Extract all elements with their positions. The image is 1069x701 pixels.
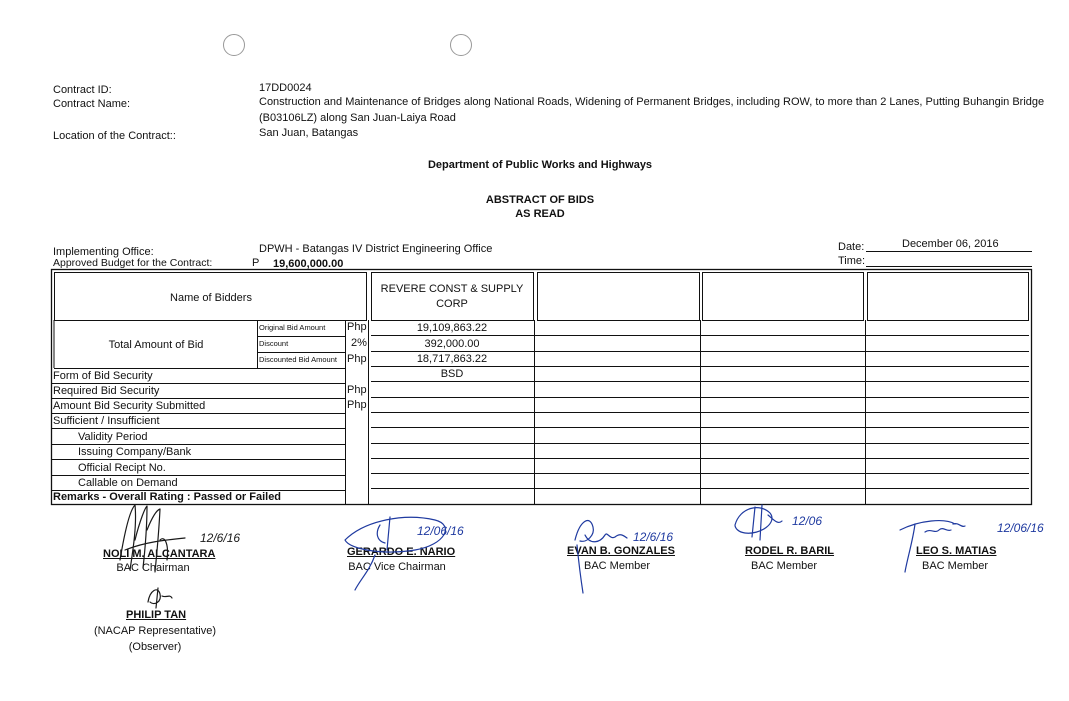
required-bid-security-label: Required Bid Security <box>53 385 160 397</box>
contract-id-label: Contract ID: <box>53 84 112 96</box>
contract-name-line2: (B03106LZ) along San Juan-Laiya Road <box>259 112 456 124</box>
bidder-name-line1: REVERE CONST & SUPPLY <box>380 283 524 295</box>
callable-on-demand-label: Callable on Demand <box>78 477 178 489</box>
contract-name-label: Contract Name: <box>53 98 131 110</box>
location-label: Location of the Contract:: <box>53 130 176 142</box>
time-label: Time: <box>838 255 866 267</box>
currency-discounted: Php <box>347 353 367 365</box>
location-value: San Juan, Batangas <box>259 127 359 139</box>
value-discount: 392,000.00 <box>424 338 480 350</box>
chair-signature <box>105 500 255 580</box>
abstract-title: ABSTRACT OF BIDS <box>485 194 595 206</box>
name-of-bidders-header: Name of Bidders <box>170 292 252 304</box>
chair-role: BAC Chairman <box>116 562 190 574</box>
member1-signature <box>565 505 685 595</box>
member3-signature-date: 12/06/16 <box>997 521 1044 535</box>
sub-discount-label: Discount <box>259 339 289 348</box>
chair-name: NOLI M. ALCANTARA <box>103 548 216 560</box>
vice-name: GERARDO E. NARIO <box>347 546 456 558</box>
member1-name: EVAN B. GONZALES <box>567 545 675 557</box>
required-bid-security-currency: Php <box>347 384 367 396</box>
contract-id-value: 17DD0024 <box>259 82 312 94</box>
member3-signature <box>895 500 1065 580</box>
sub-discounted-label: Discounted Bid Amount <box>259 355 337 364</box>
abc-label: Approved Budget for the Contract: <box>53 257 213 269</box>
member1-signature-date: 12/6/16 <box>633 530 674 544</box>
value-discounted-bid: 18,717,863.22 <box>416 353 488 365</box>
chair-signature-date: 12/6/16 <box>200 531 241 545</box>
date-value: December 06, 2016 <box>902 238 999 250</box>
vice-signature-date: 12/06/16 <box>417 524 464 538</box>
implementing-office-value: DPWH - Batangas IV District Engineering Office <box>259 243 493 255</box>
member2-signature <box>730 495 850 565</box>
issuing-company-label: Issuing Company/Bank <box>78 446 192 458</box>
validity-period-label: Validity Period <box>78 431 148 443</box>
member2-signature-date: 12/06 <box>792 514 823 528</box>
abstract-subtitle: AS READ <box>515 208 565 220</box>
vice-signature <box>325 495 485 595</box>
value-original-bid: 19,109,863.22 <box>416 322 488 334</box>
member2-role: BAC Member <box>750 560 818 572</box>
member3-role: BAC Member <box>921 560 989 572</box>
member2-name: RODEL R. BARIL <box>745 545 835 557</box>
form-of-bid-security-value: BSD <box>440 368 464 380</box>
abc-currency: P <box>252 257 260 269</box>
bidder-name-line2: CORP <box>436 298 468 310</box>
amount-bid-security-currency: Php <box>347 399 367 411</box>
vice-role: BAC Vice Chairman <box>348 561 446 573</box>
observer-name: PHILIP TAN <box>126 609 187 621</box>
amount-bid-security-label: Amount Bid Security Submitted <box>53 400 206 412</box>
abc-value: 19,600,000.00 <box>273 258 344 270</box>
form-of-bid-security-label: Form of Bid Security <box>53 370 153 382</box>
currency-original: Php <box>347 321 367 333</box>
contract-name-line1: Construction and Maintenance of Bridges along National Roads, Widening of Permanent Bridges, including ROW, to more than 2 Lanes, Putting Buhangin Bridge <box>259 96 1045 108</box>
member1-role: BAC Member <box>583 560 651 572</box>
observer-role1: (NACAP Representative) <box>93 625 217 637</box>
sufficient-label: Sufficient / Insufficient <box>53 415 160 427</box>
total-amount-label: Total Amount of Bid <box>108 339 204 351</box>
date-label: Date: <box>838 241 865 253</box>
sub-original-label: Original Bid Amount <box>259 323 326 332</box>
member3-name: LEO S. MATIAS <box>916 545 997 557</box>
official-receipt-label: Official Recipt No. <box>78 462 166 474</box>
implementing-office-label: Implementing Office: <box>53 246 154 258</box>
observer-signature <box>140 580 180 610</box>
observer-role2: (Observer) <box>128 641 182 653</box>
remarks-label: Remarks - Overall Rating : Passed or Failed <box>53 491 282 503</box>
currency-discount: 2% <box>351 337 367 349</box>
department-heading: Department of Public Works and Highways <box>427 159 653 171</box>
